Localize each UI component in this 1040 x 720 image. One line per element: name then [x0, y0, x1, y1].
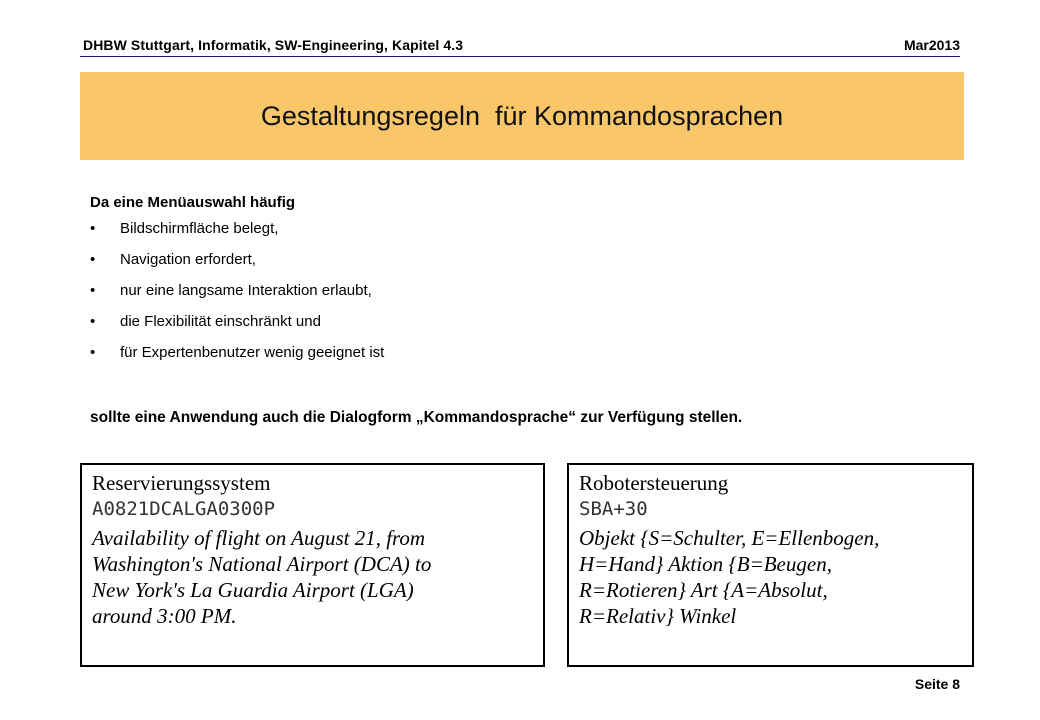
header-divider: [80, 56, 960, 57]
example-description: [92, 525, 533, 629]
example-box-robot: [567, 463, 974, 667]
bullet-text: Bildschirmfläche belegt,: [120, 220, 279, 237]
bullet-item: [90, 343, 1010, 374]
bullet-item: [90, 281, 1010, 312]
bullet-text: nur eine langsame Interaktion erlaubt,: [120, 282, 372, 299]
bullet-glyph: •: [90, 282, 96, 299]
page-number: Seite 8: [914, 676, 960, 692]
example-title: Robotersteuerung: [579, 471, 729, 495]
header-date: Mar2013: [903, 37, 960, 53]
bullet-text: die Flexibilität einschränkt und: [120, 313, 321, 330]
content-area: [90, 194, 1010, 374]
description-line: H=Hand} Aktion {B=Beugen,: [579, 552, 832, 576]
example-command: SBA+30: [579, 498, 648, 520]
bullet-list: [90, 219, 1010, 374]
lead-text: Da eine Menüauswahl häufig: [90, 194, 296, 211]
bullet-text: für Expertenbenutzer wenig geeignet ist: [120, 344, 385, 361]
example-description: [579, 525, 962, 629]
bullet-glyph: •: [90, 220, 96, 237]
description-line: New York's La Guardia Airport (LGA): [92, 578, 414, 602]
bullet-item: [90, 250, 1010, 281]
example-box-reservation: [80, 463, 545, 667]
example-title: Reservierungssystem: [92, 471, 271, 495]
slide-title: Gestaltungsregeln für Kommandosprachen: [260, 100, 784, 131]
description-line: Availability of flight on August 21, from: [92, 526, 426, 550]
header-course: DHBW Stuttgart, Informatik, SW-Engineering, Kapitel 4.3: [83, 37, 464, 53]
description-line: R=Relativ} Winkel: [579, 604, 737, 628]
bullet-item: [90, 312, 1010, 343]
description-line: R=Rotieren} Art {A=Absolut,: [579, 578, 828, 602]
title-banner: [80, 72, 964, 160]
conclusion-text: sollte eine Anwendung auch die Dialogform „Kommandosprache“ zur Verfügung stellen.: [90, 409, 743, 426]
bullet-glyph: •: [90, 313, 96, 330]
example-command: A0821DCALGA0300P: [92, 498, 276, 520]
description-line: Washington's National Airport (DCA) to: [92, 552, 432, 576]
bullet-text: Navigation erfordert,: [120, 251, 256, 268]
description-line: Objekt {S=Schulter, E=Ellenbogen,: [579, 526, 880, 550]
bullet-item: [90, 219, 1010, 250]
bullet-glyph: •: [90, 344, 96, 361]
bullet-glyph: •: [90, 251, 96, 268]
description-line: around 3:00 PM.: [92, 604, 237, 628]
